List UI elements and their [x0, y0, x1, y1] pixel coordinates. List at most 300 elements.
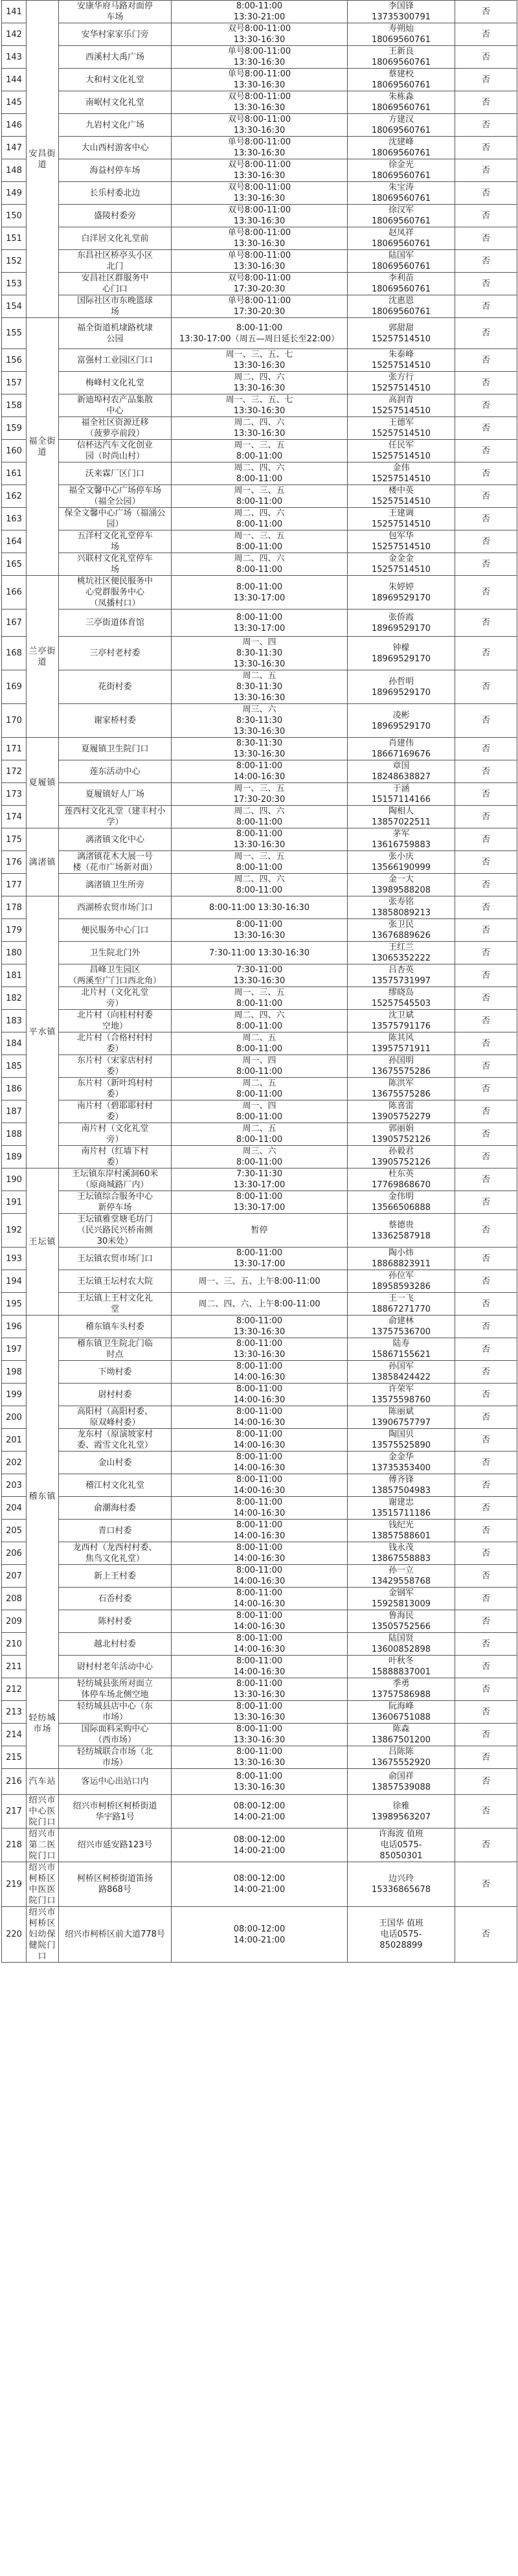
site-location: 富强村工业园区门口 [59, 349, 172, 372]
area-cell: 兰亭街道 [27, 576, 59, 738]
table-row [2, 182, 517, 205]
opening-hours: 7:30-11:00 13:30-16:30 [172, 964, 348, 987]
area-cell: 平水镇 [27, 896, 59, 1168]
site-location: 谢家桥村委 [59, 704, 172, 738]
table-row [2, 828, 517, 851]
row-number: 196 [2, 1316, 27, 1338]
row-number: 174 [2, 806, 27, 828]
site-location: 盛陵村委旁 [59, 205, 172, 227]
twenty-four-hour-flag: 否 [455, 508, 517, 530]
twenty-four-hour-flag: 否 [455, 828, 517, 851]
opening-hours: 周一、三、五 17:30-20:30 [172, 783, 348, 806]
site-location: 东昌社区桥亭头小区 北门 [59, 250, 172, 273]
table-body [2, 1, 517, 1963]
row-number: 182 [2, 987, 27, 1010]
row-number: 147 [2, 137, 27, 159]
twenty-four-hour-flag: 否 [455, 1678, 517, 1701]
contact-info: 陶相人 13857022511 [348, 806, 455, 828]
contact-info: 吕杏英 13575731997 [348, 964, 455, 987]
twenty-four-hour-flag: 否 [455, 637, 517, 670]
opening-hours: 周二、五 8:00-11:00 [172, 1032, 348, 1055]
twenty-four-hour-flag: 否 [455, 1701, 517, 1724]
twenty-four-hour-flag: 否 [455, 1293, 517, 1316]
row-number: 171 [2, 738, 27, 760]
site-location: 俞潮海村委 [59, 1497, 172, 1520]
twenty-four-hour-flag: 否 [455, 851, 517, 874]
opening-hours: 8:00-11:00 13:30-16:30 [172, 896, 348, 919]
contact-info: 季勇 13757586988 [348, 1678, 455, 1701]
twenty-four-hour-flag: 否 [455, 114, 517, 137]
table-row [2, 553, 517, 576]
row-number: 194 [2, 1270, 27, 1293]
row-number: 172 [2, 760, 27, 783]
contact-info: 张小庆 13566190999 [348, 851, 455, 874]
table-row [2, 1214, 517, 1248]
table-row [2, 851, 517, 874]
twenty-four-hour-flag: 否 [455, 1055, 517, 1078]
site-location: 尉村村委 [59, 1384, 172, 1406]
opening-hours: 周一、四 8:00-11:00 [172, 1055, 348, 1078]
opening-hours: 双号8:00-11:00 17:30-20:30 [172, 273, 348, 295]
area-cell: 绍兴市柯桥区妇幼保健院门口 [27, 1907, 59, 1963]
table-row [2, 1191, 517, 1214]
contact-info: 陶小炜 18868823911 [348, 1248, 455, 1270]
row-number: 190 [2, 1168, 27, 1191]
contact-info: 陶国贝 13575525890 [348, 1429, 455, 1452]
site-location: 梅峰村文化礼堂 [59, 372, 172, 394]
opening-hours: 双号8:00-11:00 13:30-16:30 [172, 114, 348, 137]
row-number: 209 [2, 1610, 27, 1633]
opening-hours: 8:00-11:00 13:30-16:30 [172, 919, 348, 942]
site-location: 信杯达汽车文化创业 园（时尚山村） [59, 440, 172, 462]
row-number: 161 [2, 462, 27, 485]
twenty-four-hour-flag: 否 [455, 273, 517, 295]
contact-info: 谢建忠 13515711186 [348, 1497, 455, 1520]
contact-info: 高润青 15257514510 [348, 394, 455, 417]
table-row [2, 1565, 517, 1588]
site-location: 尉村村老年活动中心 [59, 1656, 172, 1678]
twenty-four-hour-flag: 否 [455, 1338, 517, 1361]
table-row [2, 1055, 517, 1078]
row-number: 179 [2, 919, 27, 942]
opening-hours: 双号8:00-11:00 13:30-16:30 [172, 205, 348, 227]
site-location: 沃来霖厂区门口 [59, 462, 172, 485]
contact-info: 包军华 15257514510 [348, 530, 455, 553]
opening-hours: 08:00-12:00 14:00-21:00 [172, 1862, 348, 1907]
opening-hours: 8:00-11:00 14:00-16:30 [172, 1474, 348, 1497]
row-number: 176 [2, 851, 27, 874]
row-number: 200 [2, 1406, 27, 1429]
opening-hours: 8:00-11:00 13:30-17:00 [172, 576, 348, 610]
twenty-four-hour-flag: 否 [455, 462, 517, 485]
twenty-four-hour-flag: 否 [455, 1384, 517, 1406]
row-number: 201 [2, 1429, 27, 1452]
contact-info: 王新良 18069560761 [348, 46, 455, 69]
contact-info: 朱泰峰 15257514510 [348, 349, 455, 372]
row-number: 220 [2, 1907, 27, 1963]
twenty-four-hour-flag: 否 [455, 553, 517, 576]
table-row [2, 1146, 517, 1168]
row-number: 162 [2, 485, 27, 508]
opening-hours: 8:00-11:00 14:00-16:30 [172, 1610, 348, 1633]
site-location: 陈村村委 [59, 1610, 172, 1633]
twenty-four-hour-flag: 否 [455, 1656, 517, 1678]
twenty-four-hour-flag: 否 [455, 1795, 517, 1829]
twenty-four-hour-flag: 否 [455, 1565, 517, 1588]
twenty-four-hour-flag: 否 [455, 1520, 517, 1542]
contact-info: 孙毅君 13905752126 [348, 1146, 455, 1168]
opening-hours: 8:00-11:00 13:30-16:30 [172, 1316, 348, 1338]
contact-info: 孙一立 13429558768 [348, 1565, 455, 1588]
contact-info: 李国锋 13735300791 [348, 1, 455, 23]
site-location: 石岙村委 [59, 1588, 172, 1610]
row-number: 216 [2, 1769, 27, 1795]
row-number: 207 [2, 1565, 27, 1588]
site-location: 保全文馨中心广场（福涌公 园） [59, 508, 172, 530]
contact-info: 金金金 15257514510 [348, 553, 455, 576]
table-row [2, 159, 517, 182]
table-row [2, 46, 517, 69]
contact-info: 鲁海民 13505752566 [348, 1610, 455, 1633]
row-number: 218 [2, 1829, 27, 1862]
contact-info: 蔡建校 18069560761 [348, 69, 455, 91]
twenty-four-hour-flag: 否 [455, 1270, 517, 1293]
opening-hours: 双号8:00-11:00 13:30-16:30 [172, 23, 348, 46]
opening-hours: 08:00-12:00 14:00-21:00 [172, 1795, 348, 1829]
table-row [2, 530, 517, 553]
opening-hours: 8:00-11:00 13:30-17:00 [172, 1191, 348, 1214]
contact-info: 张侨霞 18969529170 [348, 610, 455, 637]
row-number: 169 [2, 670, 27, 704]
table-row [2, 23, 517, 46]
site-location: 王坛镇农贸市场门口 [59, 1248, 172, 1270]
site-location: 稽江村文化礼堂 [59, 1474, 172, 1497]
site-location: 绍兴市延安路123号 [59, 1829, 172, 1862]
site-location: 大山西村游客中心 [59, 137, 172, 159]
row-number: 160 [2, 440, 27, 462]
row-number: 164 [2, 530, 27, 553]
row-number: 208 [2, 1588, 27, 1610]
table-row [2, 1100, 517, 1123]
opening-hours: 8:00-11:00 13:30-21:00 [172, 1, 348, 23]
twenty-four-hour-flag: 否 [455, 1610, 517, 1633]
twenty-four-hour-flag: 否 [455, 1633, 517, 1656]
table-row [2, 91, 517, 114]
contact-info: 钟檬 18969529170 [348, 637, 455, 670]
contact-info: 孙国军 13858424422 [348, 1361, 455, 1384]
site-location: 东片村（宋家店村村 委） [59, 1055, 172, 1078]
table-row [2, 738, 517, 760]
row-number: 219 [2, 1862, 27, 1907]
site-location: 南片村（碧耶耶村村 委） [59, 1100, 172, 1123]
contact-info: 缪晓岛 15257545503 [348, 987, 455, 1010]
twenty-four-hour-flag: 否 [455, 227, 517, 250]
row-number: 159 [2, 417, 27, 440]
site-location: 南片村（文化礼堂 旁） [59, 1123, 172, 1146]
contact-info: 金伟明 13566506888 [348, 1191, 455, 1214]
site-location: 福全文馨中心广场停车场 （福全公园） [59, 485, 172, 508]
table-row [2, 1542, 517, 1565]
table-row [2, 1361, 517, 1384]
row-number: 217 [2, 1795, 27, 1829]
row-number: 142 [2, 23, 27, 46]
twenty-four-hour-flag: 否 [455, 896, 517, 919]
site-location: 王坛镇上王村文化礼 堂 [59, 1293, 172, 1316]
opening-hours: 周一、三、五、七 13:30-16:30 [172, 394, 348, 417]
twenty-four-hour-flag: 否 [455, 250, 517, 273]
twenty-four-hour-flag: 否 [455, 1, 517, 23]
table-row [2, 273, 517, 295]
contact-info: 王一飞 18867271770 [348, 1293, 455, 1316]
table-row [2, 1384, 517, 1406]
table-row [2, 1520, 517, 1542]
row-number: 152 [2, 250, 27, 273]
contact-info: 陆国军 18069560761 [348, 250, 455, 273]
site-location: 王坛镇王坛村农大院 [59, 1270, 172, 1293]
area-cell: 福全街道 [27, 318, 59, 576]
site-location: 客运中心出站口内 [59, 1769, 172, 1795]
site-location: 夏履镇好人厂场 [59, 783, 172, 806]
opening-hours: 8:00-11:00 14:00-16:30 [172, 1361, 348, 1384]
site-location: 绍兴市柯桥区柯桥街道 华宇路1号 [59, 1795, 172, 1829]
opening-hours: 8:00-11:00 13:30-16:30 [172, 1338, 348, 1361]
table-row [2, 485, 517, 508]
opening-hours: 周二、四、六 8:00-11:00 [172, 462, 348, 485]
twenty-four-hour-flag: 否 [455, 1746, 517, 1769]
table-row [2, 783, 517, 806]
twenty-four-hour-flag: 否 [455, 23, 517, 46]
twenty-four-hour-flag: 否 [455, 1406, 517, 1429]
site-location: 王坛镇综合服务中心 新停车场 [59, 1191, 172, 1214]
table-row [2, 1633, 517, 1656]
twenty-four-hour-flag: 否 [455, 137, 517, 159]
row-number: 141 [2, 1, 27, 23]
contact-info: 任民军 15257514510 [348, 440, 455, 462]
contact-info: 蔡德贵 13362587918 [348, 1214, 455, 1248]
table-row [2, 349, 517, 372]
opening-hours: 周一、三、五 8:00-11:00 [172, 530, 348, 553]
table-row [2, 760, 517, 783]
twenty-four-hour-flag: 否 [455, 1497, 517, 1520]
contact-info: 钱永茂 13867558883 [348, 1542, 455, 1565]
opening-hours: 单号8:00-11:00 13:30-16:30 [172, 46, 348, 69]
area-cell: 稽东镇 [27, 1316, 59, 1678]
site-location: 南岷村文化礼堂 [59, 91, 172, 114]
site-location: 新上王村委 [59, 1565, 172, 1588]
area-cell: 绍兴市第二医院门口 [27, 1829, 59, 1862]
contact-info: 陈丽斌 13906757797 [348, 1406, 455, 1429]
contact-info: 陈其风 13957571911 [348, 1032, 455, 1055]
opening-hours: 8:30-11:30 13:30-16:30 [172, 738, 348, 760]
site-location: 三亭村老村委 [59, 637, 172, 670]
contact-info: 王红兰 13065352222 [348, 942, 455, 964]
twenty-four-hour-flag: 否 [455, 394, 517, 417]
row-number: 212 [2, 1678, 27, 1701]
table-row [2, 1862, 517, 1907]
twenty-four-hour-flag: 否 [455, 738, 517, 760]
site-location: 夏履镇卫生院门口 [59, 738, 172, 760]
row-number: 193 [2, 1248, 27, 1270]
opening-hours: 双号8:00-11:00 13:30-16:30 [172, 91, 348, 114]
opening-hours: 周一、三、五 8:00-11:00 [172, 440, 348, 462]
site-location: 北片村（合格村村村 委） [59, 1032, 172, 1055]
twenty-four-hour-flag: 否 [455, 1724, 517, 1746]
opening-hours: 单号8:00-11:00 13:30-16:30 [172, 137, 348, 159]
row-number: 151 [2, 227, 27, 250]
row-number: 192 [2, 1214, 27, 1248]
site-location: 福全街道机埭路枕埭 公园 [59, 318, 172, 349]
opening-hours: 周二、五 8:00-11:00 [172, 1078, 348, 1100]
opening-hours: 8:00-11:00 14:00-16:30 [172, 1406, 348, 1429]
table-row [2, 1168, 517, 1191]
opening-hours: 单号8:00-11:00 17:30-20:30 [172, 295, 348, 318]
table-row [2, 394, 517, 417]
twenty-four-hour-flag: 否 [455, 349, 517, 372]
opening-hours: 周三、六 8:30-11:30 13:30-16:30 [172, 704, 348, 738]
opening-hours: 8:00-11:00 13:30-17:00 [172, 1248, 348, 1270]
table-row [2, 137, 517, 159]
opening-hours: 周二、四、六 8:00-11:00 [172, 874, 348, 896]
opening-hours: 周一、三、五 8:00-11:00 [172, 851, 348, 874]
opening-hours: 8:00-11:00 14:00-16:30 [172, 1565, 348, 1588]
site-location: 九岩村文化广场 [59, 114, 172, 137]
twenty-four-hour-flag: 否 [455, 1100, 517, 1123]
site-location: 大和村文化礼堂 [59, 69, 172, 91]
contact-info: 许海波 值班 电话0575- 85050301 [348, 1829, 455, 1862]
site-location: 国际面料采购中心 （西市场） [59, 1724, 172, 1746]
row-number: 150 [2, 205, 27, 227]
opening-hours: 单号8:00-11:00 13:30-16:30 [172, 250, 348, 273]
row-number: 205 [2, 1520, 27, 1542]
twenty-four-hour-flag: 否 [455, 1146, 517, 1168]
row-number: 154 [2, 295, 27, 318]
table-row [2, 942, 517, 964]
row-number: 181 [2, 964, 27, 987]
twenty-four-hour-flag: 否 [455, 1123, 517, 1146]
table-row [2, 1746, 517, 1769]
table-row [2, 1010, 517, 1032]
site-location: 漓渚镇花木大展一号 楼（花市广场新对面） [59, 851, 172, 874]
table-row [2, 1795, 517, 1829]
row-number: 156 [2, 349, 27, 372]
contact-info: 王德军 15257514510 [348, 417, 455, 440]
opening-hours: 8:00-11:00 13:30-16:30 [172, 1724, 348, 1746]
opening-hours: 8:00-11:00 14:00-16:30 [172, 1656, 348, 1678]
opening-hours: 双号8:00-11:00 13:30-16:30 [172, 182, 348, 205]
contact-info: 孙哲明 18969529170 [348, 670, 455, 704]
row-number: 144 [2, 69, 27, 91]
table-row [2, 896, 517, 919]
site-location: 安康华府马路对面停 车场 [59, 1, 172, 23]
row-number: 157 [2, 372, 27, 394]
row-number: 215 [2, 1746, 27, 1769]
opening-hours: 8:00-11:00 13:30-17:00 [172, 610, 348, 637]
twenty-four-hour-flag: 否 [455, 964, 517, 987]
site-location: 漓渚镇文化中心 [59, 828, 172, 851]
row-number: 211 [2, 1656, 27, 1678]
row-number: 189 [2, 1146, 27, 1168]
contact-info: 陈洪军 13675575286 [348, 1078, 455, 1100]
row-number: 163 [2, 508, 27, 530]
row-number: 198 [2, 1361, 27, 1384]
area-cell: 王坛镇 [27, 1168, 59, 1316]
contact-info: 郭丽娟 13905752126 [348, 1123, 455, 1146]
contact-info: 徐金光 18069560761 [348, 159, 455, 182]
area-cell: 安昌街道 [27, 1, 59, 318]
twenty-four-hour-flag: 否 [455, 610, 517, 637]
table-row [2, 1406, 517, 1429]
row-number: 175 [2, 828, 27, 851]
twenty-four-hour-flag: 否 [455, 1907, 517, 1963]
twenty-four-hour-flag: 否 [455, 1452, 517, 1474]
opening-hours: 周一、三、五、七 13:30-16:30 [172, 349, 348, 372]
twenty-four-hour-flag: 否 [455, 1542, 517, 1565]
twenty-four-hour-flag: 否 [455, 440, 517, 462]
opening-hours: 周一、三、五 8:00-11:00 [172, 485, 348, 508]
twenty-four-hour-flag: 否 [455, 1078, 517, 1100]
site-location: 昌峰卫生园区 （两溪至广门口西北角） [59, 964, 172, 987]
row-number: 145 [2, 91, 27, 114]
contact-info: 陈喜雷 13905752279 [348, 1100, 455, 1123]
site-location: 莲西村文化礼堂（建丰村小学） [59, 806, 172, 828]
row-number: 186 [2, 1078, 27, 1100]
twenty-four-hour-flag: 否 [455, 670, 517, 704]
twenty-four-hour-flag: 否 [455, 205, 517, 227]
opening-hours: 周一、四 8:30-11:30 13:30-16:30 [172, 637, 348, 670]
site-location: 花街村委 [59, 670, 172, 704]
table-row [2, 1338, 517, 1361]
twenty-four-hour-flag: 否 [455, 760, 517, 783]
twenty-four-hour-flag: 否 [455, 1191, 517, 1214]
twenty-four-hour-flag: 否 [455, 91, 517, 114]
row-number: 204 [2, 1497, 27, 1520]
twenty-four-hour-flag: 否 [455, 1316, 517, 1338]
twenty-four-hour-flag: 否 [455, 1010, 517, 1032]
table-row [2, 637, 517, 670]
site-location: 兴联村文化礼堂停车 场 [59, 553, 172, 576]
contact-info: 吕陈陈 13675552920 [348, 1746, 455, 1769]
opening-hours: 周一、三、五 8:00-11:00 [172, 987, 348, 1010]
twenty-four-hour-flag: 否 [455, 919, 517, 942]
site-location: 越北村村委 [59, 1633, 172, 1656]
site-location: 卫生院北门外 [59, 942, 172, 964]
twenty-four-hour-flag: 否 [455, 372, 517, 394]
twenty-four-hour-flag: 否 [455, 942, 517, 964]
site-location: 高阳村（高阳村委、 原双峰村委） [59, 1406, 172, 1429]
twenty-four-hour-flag: 否 [455, 874, 517, 896]
table-row [2, 69, 517, 91]
opening-hours: 周二、五 8:30-11:30 13:30-16:30 [172, 670, 348, 704]
table-row [2, 440, 517, 462]
opening-hours: 周二、四、六 13:30-16:30 [172, 417, 348, 440]
row-number: 148 [2, 159, 27, 182]
area-cell: 漓渚镇 [27, 828, 59, 896]
opening-hours: 08:00-12:00 14:00-21:00 [172, 1907, 348, 1963]
contact-info: 陆国贤 13600852898 [348, 1633, 455, 1656]
table-row [2, 1, 517, 23]
site-location: 龙东村（原演坡家村 委、霞雪文化礼堂） [59, 1429, 172, 1452]
area-cell: 绍兴市中心医院门口 [27, 1795, 59, 1829]
contact-info: 金一大 13989588208 [348, 874, 455, 896]
opening-hours: 8:00-11:00 14:00-16:30 [172, 1452, 348, 1474]
site-location: 轻纺城县张所对面立 体停车场北侧空地 [59, 1678, 172, 1701]
contact-info: 朱婷婷 18969529170 [348, 576, 455, 610]
contact-info: 陆寿 15867155621 [348, 1338, 455, 1361]
table-row [2, 417, 517, 440]
opening-hours: 周二、五 8:00-11:00 [172, 1123, 348, 1146]
contact-info: 金金华 13735353400 [348, 1452, 455, 1474]
testing-sites-table [1, 0, 517, 1963]
